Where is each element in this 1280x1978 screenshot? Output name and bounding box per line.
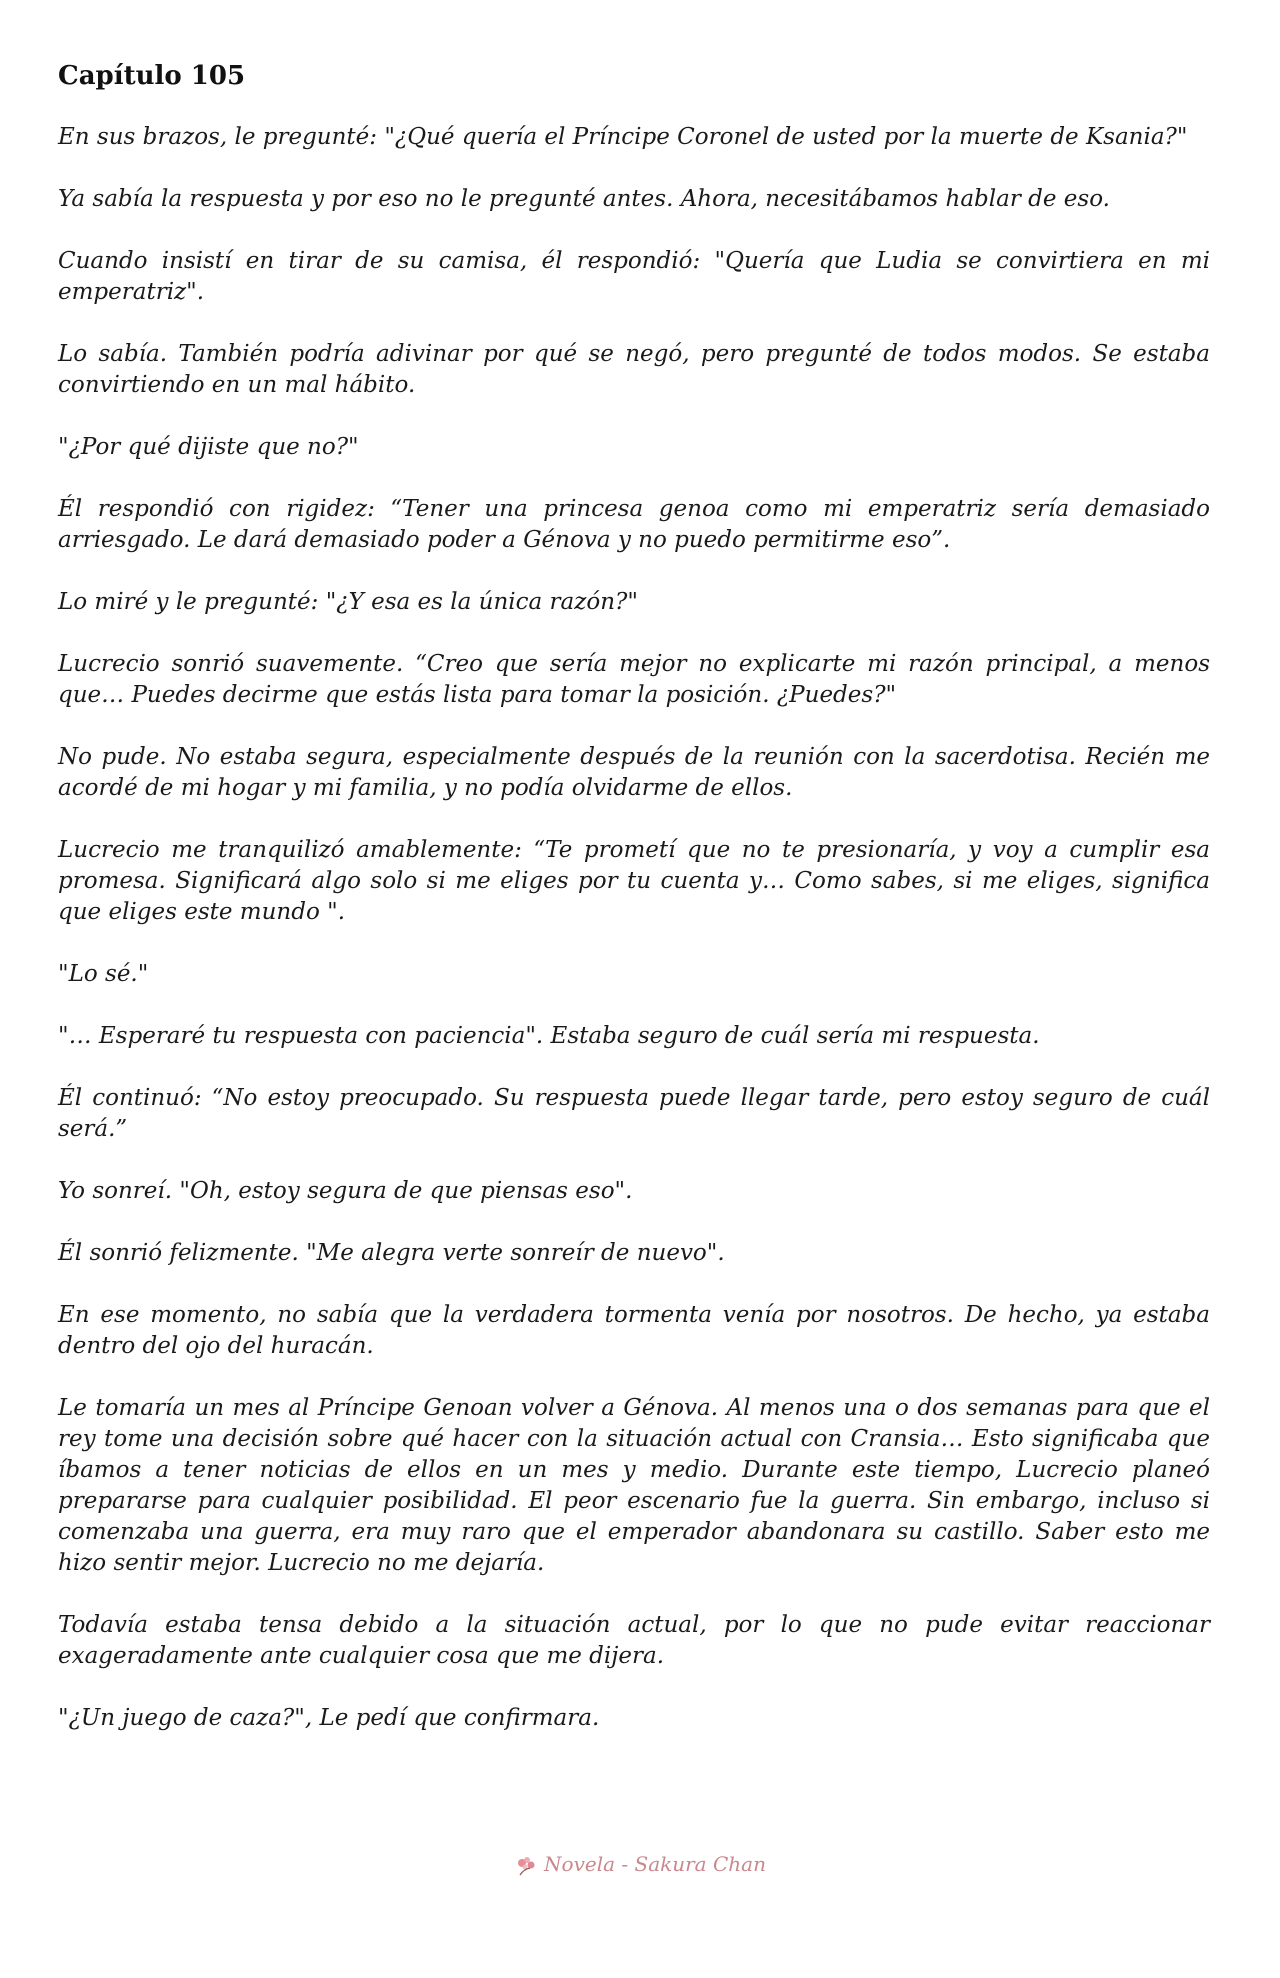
- paragraph: Lo sabía. También podría adivinar por qué se negó, pero pregunté de todos modos. Se estaba convirtiendo en un mal hábito.: [58, 341, 1210, 398]
- paragraph: Todavía estaba tensa debido a la situación actual, por lo que no pude evitar reaccionar exageradamente ante cualquier cosa que me dijera.: [58, 1612, 1210, 1669]
- paragraph: "¿Un juego de caza?", Le pedí que confirmara.: [58, 1705, 600, 1731]
- paragraph: "¿Por qué dijiste que no?": [58, 434, 359, 460]
- paragraph: Le tomaría un mes al Príncipe Genoan volver a Génova. Al menos una o dos semanas para que el rey tome una decisión sobre qué hacer con la situación actual con Cransia… Esto significaba que íbamos a tener noticias de ellos en un mes y medio. Durante este tiempo, Lucrecio planeó prepararse para cualquier posibilidad. El peor escenario fue la guerra. Sin embargo, incluso si comenzaba una guerra, era muy raro que el emperador abandonara su castillo. Saber esto me hizo sentir mejor. Lucrecio no me dejaría.: [58, 1395, 1210, 1576]
- sakura-flower-icon: [514, 1855, 540, 1877]
- paragraph: No pude. No estaba segura, especialmente después de la reunión con la sacerdotisa. Recién me acordé de mi hogar y mi familia, y no podía olvidarme de ellos.: [58, 744, 1210, 801]
- paragraph: Él continuó: “No estoy preocupado. Su respuesta puede llegar tarde, pero estoy seguro de cuál será.”: [58, 1085, 1210, 1142]
- paragraph: Lucrecio me tranquilizó amablemente: “Te prometí que no te presionaría, y voy a cumplir esa promesa. Significará algo solo si me eliges por tu cuenta y… Como sabes, si me eliges, significa que eliges este mundo ".: [58, 837, 1210, 925]
- paragraph: Cuando insistí en tirar de su camisa, él respondió: "Quería que Ludia se convirtiera en mi emperatriz".: [58, 248, 1210, 305]
- paragraph: Lo miré y le pregunté: "¿Y esa es la única razón?": [58, 589, 638, 615]
- watermark-text: Novela - Sakura Chan: [544, 1852, 766, 1876]
- paragraph: Él sonrió felizmente. "Me alegra verte sonreír de nuevo".: [58, 1240, 725, 1266]
- document-page: [58, 56, 1210, 1765]
- paragraph: Yo sonreí. "Oh, estoy segura de que piensas eso".: [58, 1178, 633, 1204]
- paragraph: Ya sabía la respuesta y por eso no le pregunté antes. Ahora, necesitábamos hablar de eso.: [58, 186, 1110, 212]
- paragraph: En ese momento, no sabía que la verdadera tormenta venía por nosotros. De hecho, ya estaba dentro del ojo del huracán.: [58, 1302, 1210, 1359]
- watermark-footer: [0, 1852, 1280, 1877]
- paragraph: "… Esperaré tu respuesta con paciencia". Estaba seguro de cuál sería mi respuesta.: [58, 1023, 1040, 1049]
- paragraph: En sus brazos, le pregunté: "¿Qué quería el Príncipe Coronel de usted por la muerte de Ksania?": [58, 124, 1188, 150]
- paragraph: Él respondió con rigidez: “Tener una princesa genoa como mi emperatriz sería demasiado arriesgado. Le dará demasiado poder a Génova y no puedo permitirme eso”.: [58, 496, 1210, 553]
- paragraph: Lucrecio sonrió suavemente. “Creo que sería mejor no explicarte mi razón principal, a menos que… Puedes decirme que estás lista para tomar la posición. ¿Puedes?": [58, 651, 1210, 708]
- paragraph: "Lo sé.": [58, 961, 149, 987]
- chapter-title: Capítulo 105: [58, 61, 246, 91]
